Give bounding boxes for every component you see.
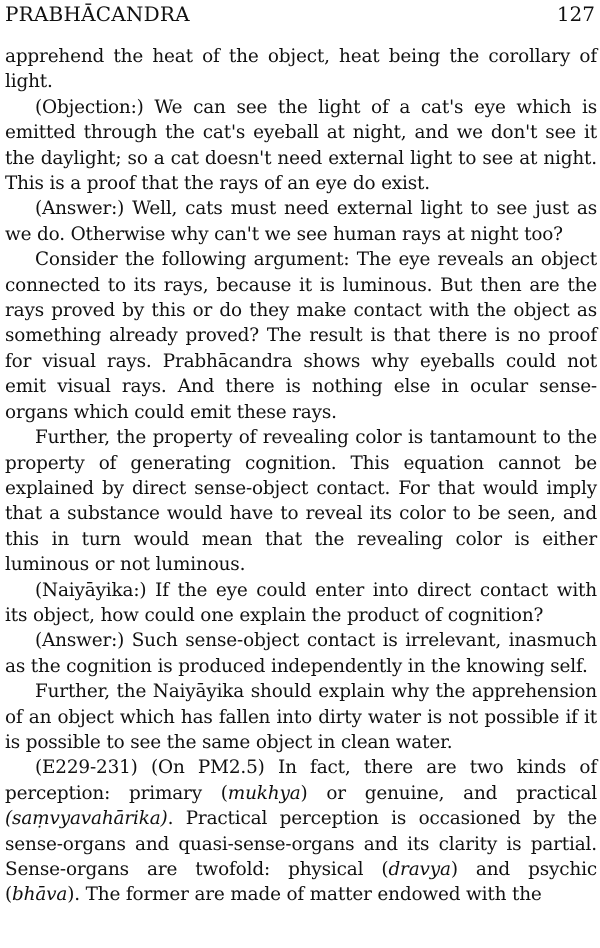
running-title: PRABHĀCANDRA: [5, 2, 190, 26]
paragraph: (Naiyāyika:) If the eye could enter into direct contact with its object, how could one explain the product of cognition?: [5, 579, 597, 626]
paragraph: apprehend the heat of the object, heat being the corollary of light.: [5, 46, 597, 93]
body-text: [5, 44, 597, 908]
paragraph: (Objection:) We can see the light of a cat's eye which is emitted through the cat's eyeball at night, and we don't see it the daylight; so a cat doesn't need external light to see at night. This is a proof that the rays of an eye do exist.: [5, 96, 597, 195]
paragraph: Further, the property of revealing color is tantamount to the property of generating cognition. This equation cannot be explained by direct sense-object contact. For that would imply that a substance would have to reveal its color to be seen, and this in turn would mean that the revealing color is either luminous or not luminous.: [5, 427, 597, 576]
page-number: 127: [556, 2, 595, 26]
italic-term: mukhya: [227, 782, 301, 804]
page-header: [5, 0, 597, 30]
italic-term: dravya: [388, 859, 451, 880]
paragraph: Consider the following argument: The eye reveals an object connected to its rays, because it is luminous. But then are the rays proved by this or do they make contact with the object as something already proved? The result is that there is no proof for visual rays. Prabhācandra shows why eyeballs could not emit visual rays. And there is nothing else in ocular sense-organs which could emit these rays.: [5, 249, 597, 423]
paragraph: (Answer:) Such sense-object contact is irrelevant, inasmuch as the cognition is produced independently in the knowing self.: [5, 630, 597, 677]
italic-term: bhāva: [12, 884, 68, 906]
paragraph: Further, the Naiyāyika should explain why the apprehension of an object which has fallen into dirty water is not possible if it is possible to see the same object in clean water.: [5, 681, 597, 753]
italic-term: (saṃvyavahārika): [5, 808, 168, 830]
paragraph: (Answer:) Well, cats must need external light to see just as we do. Otherwise why can't we see human rays at night too?: [5, 198, 597, 245]
paragraph: (E229-231) (On PM2.5) In fact, there are two kinds of perception: primary (mukhya) or genuine, and practical (saṃvyavahārika). Practical perception is occasioned by the sense-organs and quasi-sense-organs and its clarity is partial. Sense-organs are twofold: physical (dravya) and psychic (bhāva). The former are made of matter endowed with the: [5, 757, 597, 906]
